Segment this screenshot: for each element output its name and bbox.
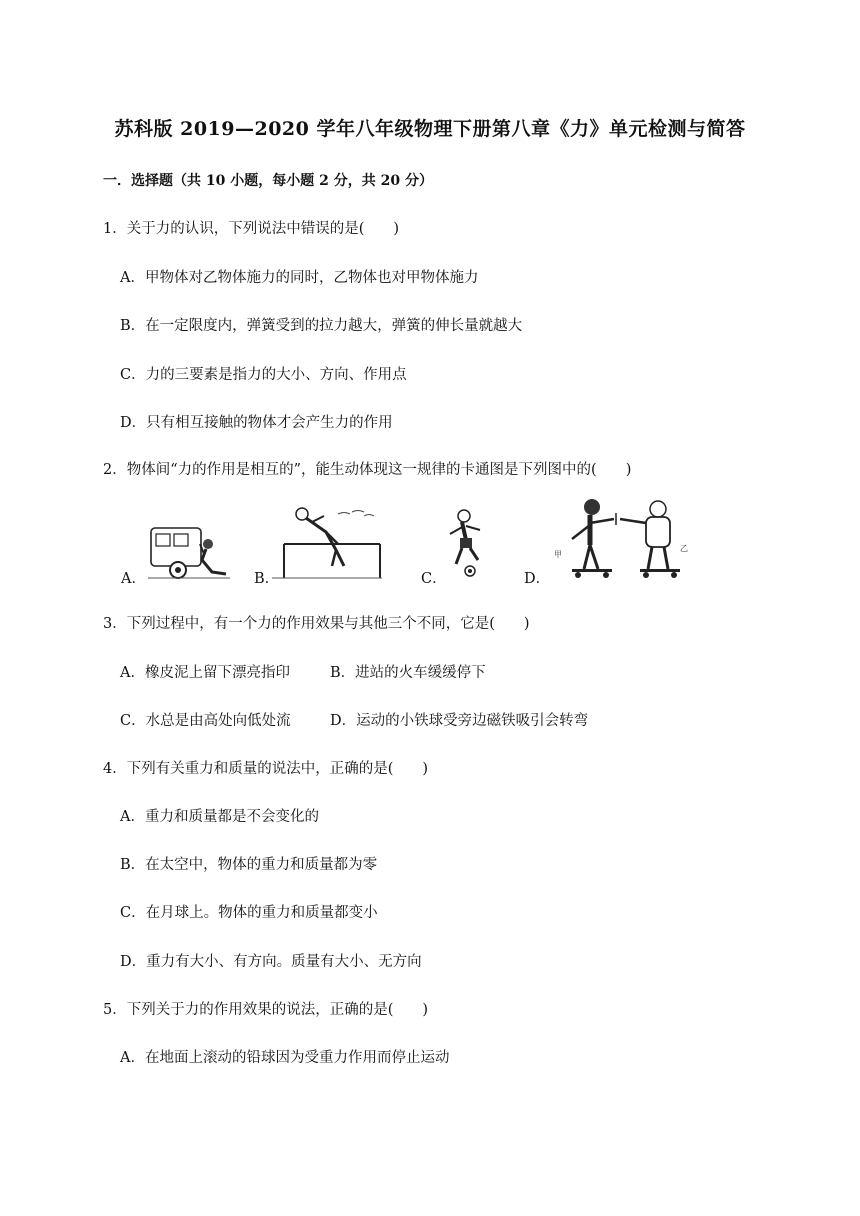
figure-d-mark-yi: 乙: [680, 544, 688, 553]
question-3-option-b: B．进站的火车缓缓停下: [330, 665, 486, 681]
figure-d-mark-jia: 甲: [554, 550, 562, 559]
question-3-stem: 3．下列过程中，有一个力的作用效果与其他三个不同，它是( ): [103, 616, 530, 632]
question-5-stem: 5．下列关于力的作用效果的说法，正确的是( ): [103, 1002, 429, 1018]
question-4-option-d: D．重力有大小、有方向。质量有大小、无方向: [120, 954, 422, 970]
section-header: 一．选择题（共 10 小题，每小题 2 分，共 20 分）: [103, 173, 433, 189]
figure-c-label: C．: [421, 571, 447, 587]
question-5-option-a: A．在地面上滚动的铅球因为受重力作用而停止运动: [120, 1050, 450, 1066]
figure-a-car-push-illustration: [148, 516, 230, 582]
document-title: 苏科版 2019—2020 学年八年级物理下册第八章《力》单元检测与简答: [114, 118, 746, 140]
question-4-option-c: C．在月球上。物体的重力和质量都变小: [120, 905, 378, 921]
question-1-option-a: A．甲物体对乙物体施力的同时，乙物体也对甲物体施力: [120, 270, 479, 286]
question-4-option-b: B．在太空中，物体的重力和质量都为零: [120, 857, 378, 873]
question-3-option-c: C．水总是由高处向低处流: [120, 713, 291, 729]
figure-b-label: B．: [254, 571, 280, 587]
question-3-option-a: A．橡皮泥上留下漂亮指印: [120, 665, 290, 681]
question-1-stem: 1．关于力的认识，下列说法中错误的是( ): [103, 221, 400, 237]
question-1-option-b: B．在一定限度内，弹簧受到的拉力越大，弹簧的伸长量就越大: [120, 318, 523, 334]
figure-a-label: A．: [121, 571, 146, 587]
question-4-stem: 4．下列有关重力和质量的说法中，正确的是( ): [103, 761, 429, 777]
figure-b-hurdle-jumper-illustration: [272, 504, 382, 580]
question-1-option-d: D．只有相互接触的物体才会产生力的作用: [120, 415, 393, 431]
question-2-stem: 2．物体间“力的作用是相互的”，能生动体现这一规律的卡通图是下列图中的( ): [103, 462, 632, 478]
figure-d-label: D．: [524, 571, 551, 587]
figure-d-skateboard-push-illustration: [550, 495, 690, 581]
question-4-option-a: A．重力和质量都是不会变化的: [120, 809, 319, 825]
question-1-option-c: C．力的三要素是指力的大小、方向、作用点: [120, 367, 407, 383]
figure-c-kicking-player-illustration: [444, 508, 494, 580]
question-3-option-d: D．运动的小铁球受旁边磁铁吸引会转弯: [330, 713, 589, 729]
